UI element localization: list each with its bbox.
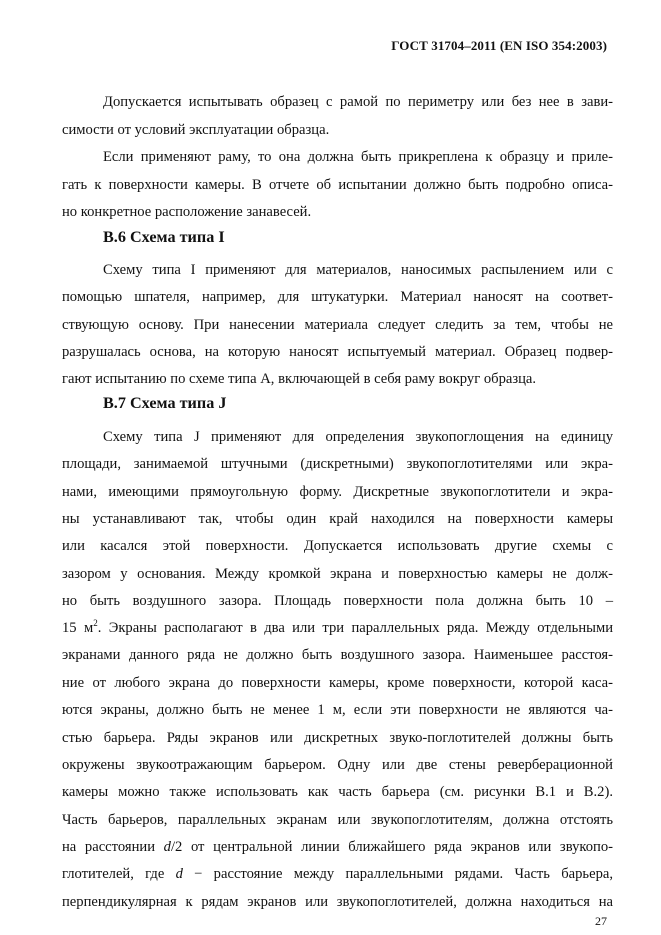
text-line: стью барьера. Ряды экранов или дискретных звуко-поглотителей должны быть — [62, 730, 613, 746]
text-line: Схему типа I применяют для материалов, наносимых распылением или с — [103, 262, 613, 278]
page-number: 27 — [595, 914, 607, 928]
text-line: гать к поверхности камеры. В отчете об испытании должно быть подробно описа- — [62, 177, 613, 193]
text-line: Схему типа J применяют для определения звукопоглощения на единицу — [103, 429, 613, 445]
text-line: зазором у основания. Между кромкой экрана и поверхностью камеры не долж- — [62, 566, 613, 582]
text-line: Если применяют раму, то она должна быть прикреплена к образцу и приле- — [103, 149, 613, 165]
text-line: помощью шпателя, например, для штукатурки. Материал наносят на соответ- — [62, 289, 613, 305]
text-line: гают испытанию по схеме типа А, включающей в себя раму вокруг образца. — [62, 371, 537, 387]
variable-d: d — [175, 866, 183, 882]
text-line-area — [62, 619, 613, 637]
text-span: на расстоянии — [62, 839, 164, 855]
text-line: ны устанавливают так, чтобы один край находился на поверхности камеры — [62, 511, 613, 527]
text-line-distance-def — [62, 865, 613, 883]
text-line: Часть барьеров, параллельных экранам или звукопоглотителям, должна отстоять — [62, 812, 613, 828]
superscript: 2 — [93, 618, 98, 629]
text-line: площади, занимаемой штучными (дискретными) звукопоглотителями или экра- — [62, 456, 613, 472]
document-header: ГОСТ 31704–2011 (EN ISO 354:2003) — [391, 38, 607, 53]
text-line: нами, имеющими прямоугольную форму. Дискретные звукопоглотители и экра- — [62, 484, 613, 500]
section-heading-b7: В.7 Схема типа J — [103, 394, 227, 412]
text-line: камеры можно также использовать как часть барьера (см. рисунки В.1 и В.2). — [62, 784, 613, 800]
variable-d: d — [163, 839, 171, 855]
text-line: симости от условий эксплуатации образца. — [62, 122, 330, 138]
text-line: но быть воздушного зазора. Площадь поверхности пола должна быть 10 – — [62, 593, 613, 609]
text-span: /2 от центральной линии ближайшего ряда экранов или звукопо- — [170, 839, 613, 855]
text-line: ются экраны, должно быть не менее 1 м, если эти поверхности не являются ча- — [62, 702, 613, 718]
text-line: экранами данного ряда не должно быть воздушного зазора. Наименьшее расстоя- — [62, 647, 613, 663]
text-line: разрушалась основа, на которую наносят испытуемый материал. Образец подвер- — [62, 344, 613, 360]
text-line: окружены звукоотражающим барьером. Одну или две стены реверберационной — [62, 757, 613, 773]
text-line: ствующую основу. При нанесении материала следует следить за тем, чтобы не — [62, 317, 613, 333]
area-value: 15 м — [62, 620, 94, 636]
area-text: . Экраны располагают в два или три параллельных ряда. Между отдельными — [97, 620, 613, 636]
text-line: перпендикулярная к рядам экранов или звукопоглотителей, должна находиться на — [62, 894, 613, 910]
text-line: но конкретное расположение занавесей. — [62, 204, 312, 220]
text-span: глотителей, где — [62, 866, 176, 882]
text-line-distance — [62, 838, 613, 856]
text-line: Допускается испытывать образец с рамой по периметру или без нее в зави- — [103, 94, 613, 110]
text-line: ние от любого экрана до поверхности камеры, кроме поверхности, которой каса- — [62, 675, 613, 691]
text-span: − расстояние между параллельными рядами. Часть барьера, — [182, 866, 613, 882]
text-line: или касался этой поверхности. Допускается использовать другие схемы с — [62, 538, 613, 554]
section-heading-b6: В.6 Схема типа I — [103, 228, 225, 246]
